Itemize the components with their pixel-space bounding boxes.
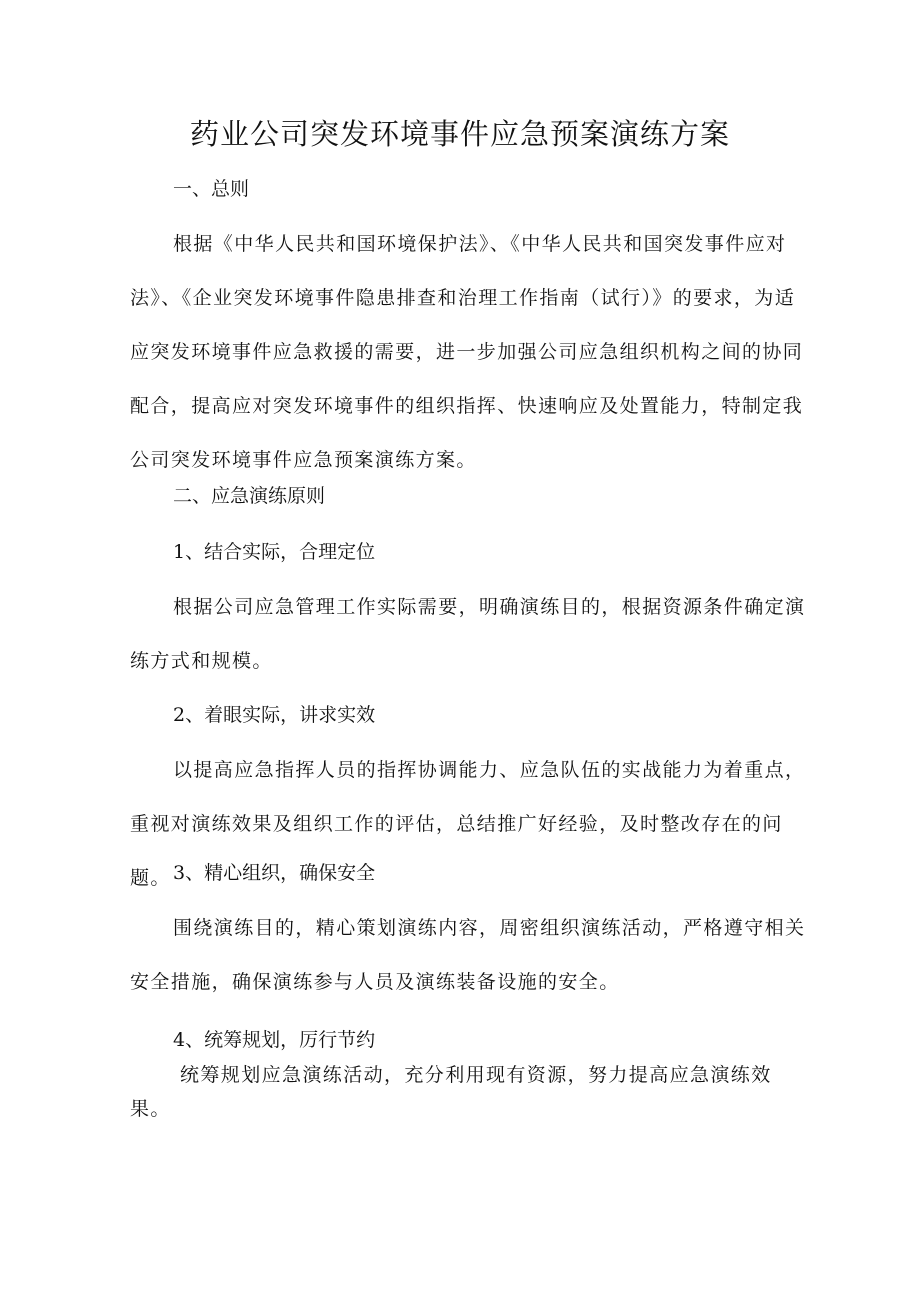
principle-heading-3: 3、精心组织，确保安全: [173, 862, 376, 884]
principle-body-1: 根据公司应急管理工作实际需要，明确演练目的，根据资源条件确定演练方式和规模。: [130, 596, 806, 672]
section-body-general: 根据《中华人民共和国环境保护法》、《中华人民共和国突发事件应对法》、《企业突发环境事件隐患排查和治理工作指南（试行）》的要求，为适应突发环境事件应急救援的需要，进一步加强公司应急组织机构之间的协同配合，提高应对突发环境事件的组织指挥、快速响应及处置能力，特制定我公司突发环境事件应急预案演练方案。: [130, 233, 804, 471]
principle-body-3: 围绕演练目的，精心策划演练内容，周密组织演练活动，严格遵守相关安全措施，确保演练参与人员及演练装备设施的安全。: [130, 917, 806, 993]
principle-body-2: 以提高应急指挥人员的指挥协调能力、应急队伍的实战能力为着重点，重视对演练效果及组织工作的评估，总结推广好经验，及时整改存在的问题。: [130, 759, 806, 889]
section-heading-principles: 二、应急演练原则: [173, 485, 326, 507]
principle-heading-4: 4、统筹规划，厉行节约: [173, 1029, 376, 1051]
principle-body-4: 统筹规划应急演练活动，充分利用现有资源，努力提高应急演练效果。: [130, 1064, 772, 1120]
document-title: 药业公司突发环境事件应急预案演练方案: [189, 117, 730, 151]
principle-heading-2: 2、着眼实际，讲求实效: [173, 704, 376, 726]
section-heading-general: 一、总则: [173, 178, 250, 200]
principle-heading-1: 1、结合实际，合理定位: [173, 541, 376, 563]
